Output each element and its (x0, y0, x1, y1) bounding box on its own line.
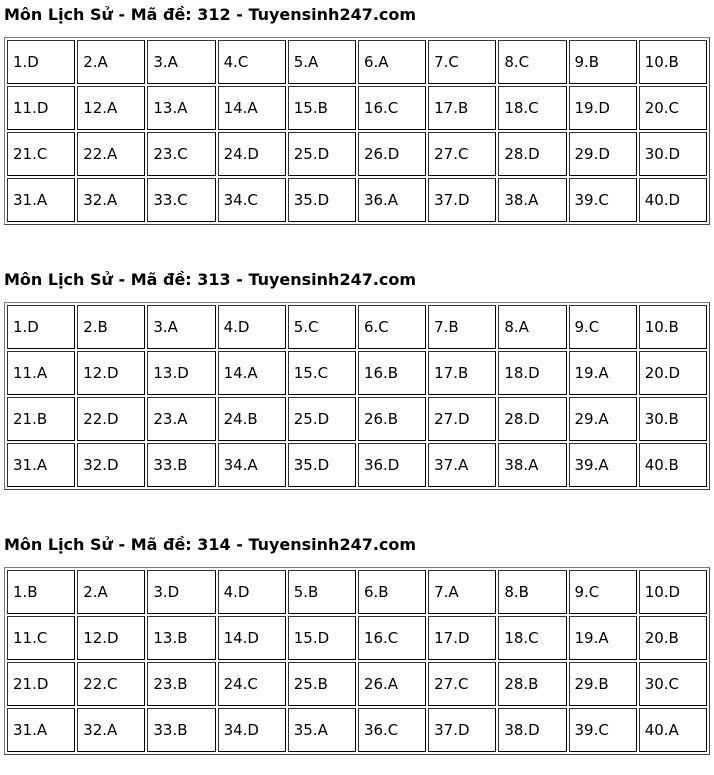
section-title-314: Môn Lịch Sử - Mã đề: 314 - Tuyensinh247.com (4, 535, 417, 554)
answer-cell: 2.A (77, 40, 145, 84)
answer-cell: 34.C (218, 178, 286, 222)
answer-cell: 15.D (288, 616, 356, 660)
answer-cell: 35.D (288, 178, 356, 222)
answer-cell: 16.C (358, 86, 426, 130)
answer-cell: 18.C (498, 616, 566, 660)
answer-cell: 5.B (288, 570, 356, 614)
answer-cell: 25.D (288, 132, 356, 176)
answer-row (7, 616, 707, 660)
answer-cell: 31.A (7, 178, 75, 222)
answer-cell: 13.A (147, 86, 215, 130)
answer-cell: 31.A (7, 708, 75, 752)
answer-cell: 38.D (498, 708, 566, 752)
answer-cell: 20.C (639, 86, 707, 130)
answer-cell: 27.C (428, 662, 496, 706)
answer-cell: 11.C (7, 616, 75, 660)
answer-cell: 33.C (147, 178, 215, 222)
answer-cell: 40.A (639, 708, 707, 752)
answer-cell: 32.A (77, 708, 145, 752)
answer-table-312 (4, 37, 710, 225)
answer-cell: 16.B (358, 351, 426, 395)
answer-cell: 29.D (569, 132, 637, 176)
answer-cell: 14.A (218, 351, 286, 395)
answer-row (7, 351, 707, 395)
answer-cell: 2.B (77, 305, 145, 349)
answer-cell: 9.B (569, 40, 637, 84)
answer-cell: 11.D (7, 86, 75, 130)
answer-cell: 30.B (639, 397, 707, 441)
answer-cell: 38.A (498, 443, 566, 487)
answer-cell: 12.A (77, 86, 145, 130)
answer-cell: 11.A (7, 351, 75, 395)
answer-cell: 22.D (77, 397, 145, 441)
answer-row (7, 397, 707, 441)
answer-cell: 3.D (147, 570, 215, 614)
answer-cell: 28.D (498, 132, 566, 176)
answer-cell: 12.D (77, 616, 145, 660)
answer-cell: 12.D (77, 351, 145, 395)
answer-cell: 32.A (77, 178, 145, 222)
answer-cell: 21.D (7, 662, 75, 706)
answer-cell: 31.A (7, 443, 75, 487)
answer-row (7, 443, 707, 487)
answer-cell: 4.D (218, 570, 286, 614)
answer-cell: 33.B (147, 443, 215, 487)
answer-cell: 26.A (358, 662, 426, 706)
answer-cell: 24.C (218, 662, 286, 706)
answer-cell: 30.D (639, 132, 707, 176)
answer-cell: 19.A (569, 616, 637, 660)
answer-cell: 38.A (498, 178, 566, 222)
answer-table-314 (4, 567, 710, 755)
answer-row (7, 305, 707, 349)
answer-cell: 17.B (428, 351, 496, 395)
answer-cell: 1.B (7, 570, 75, 614)
answer-cell: 21.C (7, 132, 75, 176)
answer-cell: 9.C (569, 570, 637, 614)
answer-cell: 25.D (288, 397, 356, 441)
answer-cell: 10.B (639, 40, 707, 84)
answer-cell: 7.B (428, 305, 496, 349)
answer-cell: 1.D (7, 40, 75, 84)
answer-cell: 29.A (569, 397, 637, 441)
answer-row (7, 662, 707, 706)
answer-cell: 24.D (218, 132, 286, 176)
answer-cell: 18.C (498, 86, 566, 130)
answer-row (7, 178, 707, 222)
answer-cell: 20.B (639, 616, 707, 660)
answer-cell: 17.D (428, 616, 496, 660)
answer-cell: 36.D (358, 443, 426, 487)
answer-cell: 26.B (358, 397, 426, 441)
answer-cell: 37.A (428, 443, 496, 487)
answer-cell: 35.A (288, 708, 356, 752)
answer-cell: 22.A (77, 132, 145, 176)
answer-cell: 19.D (569, 86, 637, 130)
answer-cell: 23.B (147, 662, 215, 706)
answer-cell: 28.D (498, 397, 566, 441)
answer-cell: 27.C (428, 132, 496, 176)
answer-cell: 10.D (639, 570, 707, 614)
answer-cell: 39.C (569, 178, 637, 222)
answer-cell: 24.B (218, 397, 286, 441)
answer-cell: 4.C (218, 40, 286, 84)
answer-cell: 14.D (218, 616, 286, 660)
answer-cell: 13.D (147, 351, 215, 395)
answer-cell: 1.D (7, 305, 75, 349)
answer-cell: 7.A (428, 570, 496, 614)
answer-cell: 27.D (428, 397, 496, 441)
answer-cell: 4.D (218, 305, 286, 349)
answer-cell: 17.B (428, 86, 496, 130)
answer-cell: 8.B (498, 570, 566, 614)
answer-table-313 (4, 302, 710, 490)
answer-cell: 5.C (288, 305, 356, 349)
answer-row (7, 40, 707, 84)
answer-cell: 34.A (218, 443, 286, 487)
answer-cell: 39.A (569, 443, 637, 487)
answer-cell: 6.A (358, 40, 426, 84)
answer-cell: 3.A (147, 40, 215, 84)
answer-cell: 15.C (288, 351, 356, 395)
answer-cell: 14.A (218, 86, 286, 130)
answer-row (7, 86, 707, 130)
answer-cell: 21.B (7, 397, 75, 441)
answer-cell: 23.A (147, 397, 215, 441)
answer-cell: 40.B (639, 443, 707, 487)
answer-cell: 37.D (428, 178, 496, 222)
answer-cell: 16.C (358, 616, 426, 660)
answer-cell: 28.B (498, 662, 566, 706)
section-title-313: Môn Lịch Sử - Mã đề: 313 - Tuyensinh247.com (4, 270, 417, 289)
answer-cell: 6.B (358, 570, 426, 614)
answer-cell: 7.C (428, 40, 496, 84)
answer-cell: 18.D (498, 351, 566, 395)
answer-cell: 15.B (288, 86, 356, 130)
answer-cell: 23.C (147, 132, 215, 176)
answer-cell: 33.B (147, 708, 215, 752)
answer-cell: 37.D (428, 708, 496, 752)
answer-row (7, 570, 707, 614)
answer-cell: 3.A (147, 305, 215, 349)
answer-cell: 13.B (147, 616, 215, 660)
answer-cell: 36.C (358, 708, 426, 752)
answer-cell: 2.A (77, 570, 145, 614)
answer-row (7, 708, 707, 752)
answer-cell: 26.D (358, 132, 426, 176)
answer-cell: 10.B (639, 305, 707, 349)
answer-cell: 39.C (569, 708, 637, 752)
answer-row (7, 132, 707, 176)
answer-cell: 19.A (569, 351, 637, 395)
answer-cell: 22.C (77, 662, 145, 706)
answer-cell: 5.A (288, 40, 356, 84)
answer-cell: 36.A (358, 178, 426, 222)
answer-cell: 20.D (639, 351, 707, 395)
section-title-312: Môn Lịch Sử - Mã đề: 312 - Tuyensinh247.com (4, 5, 417, 24)
answer-cell: 8.C (498, 40, 566, 84)
answer-cell: 35.D (288, 443, 356, 487)
answer-cell: 34.D (218, 708, 286, 752)
answer-cell: 25.B (288, 662, 356, 706)
answer-cell: 40.D (639, 178, 707, 222)
answer-cell: 8.A (498, 305, 566, 349)
answer-cell: 29.B (569, 662, 637, 706)
answer-cell: 9.C (569, 305, 637, 349)
answer-cell: 32.D (77, 443, 145, 487)
answer-cell: 6.C (358, 305, 426, 349)
answer-cell: 30.C (639, 662, 707, 706)
